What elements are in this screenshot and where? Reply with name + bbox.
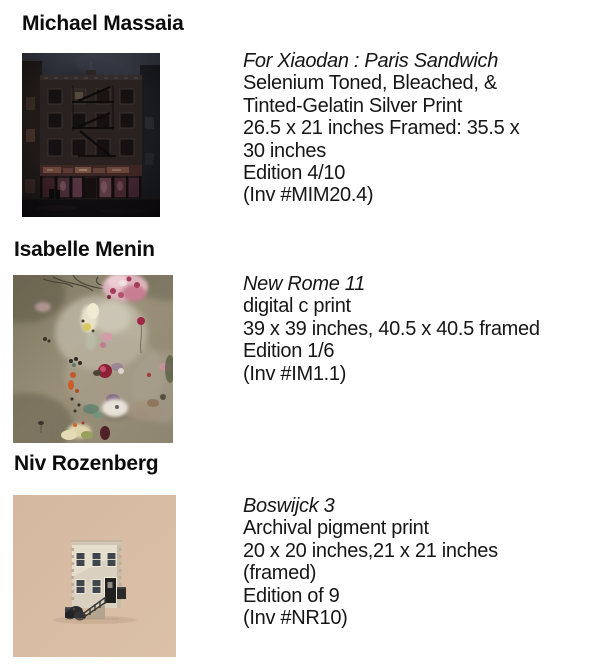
artwork-detail-line: (Inv #NR10) — [243, 607, 348, 630]
artist-name-heading: Niv Rozenberg — [14, 452, 159, 475]
artwork-title: Boswijck 3 — [243, 495, 335, 517]
artist-name-heading: Isabelle Menin — [14, 238, 155, 261]
artwork-image-massaia — [22, 53, 160, 217]
artwork-detail-line: digital c print — [243, 295, 351, 318]
artwork-title: New Rome 11 — [243, 273, 365, 295]
artwork-info-block — [243, 273, 593, 385]
artwork-detail-line: Edition of 9 — [243, 584, 340, 607]
artwork-detail-line: Edition 1/6 — [243, 340, 335, 363]
artwork-detail-line: (framed) — [243, 562, 317, 585]
artwork-detail-line: (Inv #IM1.1) — [243, 362, 347, 385]
artwork-image-rozenberg — [13, 495, 176, 657]
artwork-title: For Xiaodan : Paris Sandwich — [243, 50, 499, 72]
artwork-detail-line: Archival pigment print — [243, 517, 429, 540]
artist-name-heading: Michael Massaia — [22, 12, 184, 35]
artwork-detail-line: Tinted-Gelatin Silver Print — [243, 94, 463, 117]
artwork-detail-line: Edition 4/10 — [243, 162, 346, 185]
artwork-detail-line: 20 x 20 inches,21 x 21 inches — [243, 539, 498, 562]
artwork-detail-line: (Inv #MIM20.4) — [243, 184, 374, 207]
artwork-image-menin — [13, 275, 173, 443]
artwork-detail-line: 30 inches — [243, 139, 326, 162]
artwork-detail-line: Selenium Toned, Bleached, & — [243, 72, 497, 95]
artwork-detail-line: 26.5 x 21 inches Framed: 35.5 x — [243, 117, 520, 140]
artwork-info-block — [243, 50, 593, 207]
artwork-detail-line: 39 x 39 inches, 40.5 x 40.5 framed — [243, 317, 540, 340]
artwork-info-block — [243, 495, 593, 629]
